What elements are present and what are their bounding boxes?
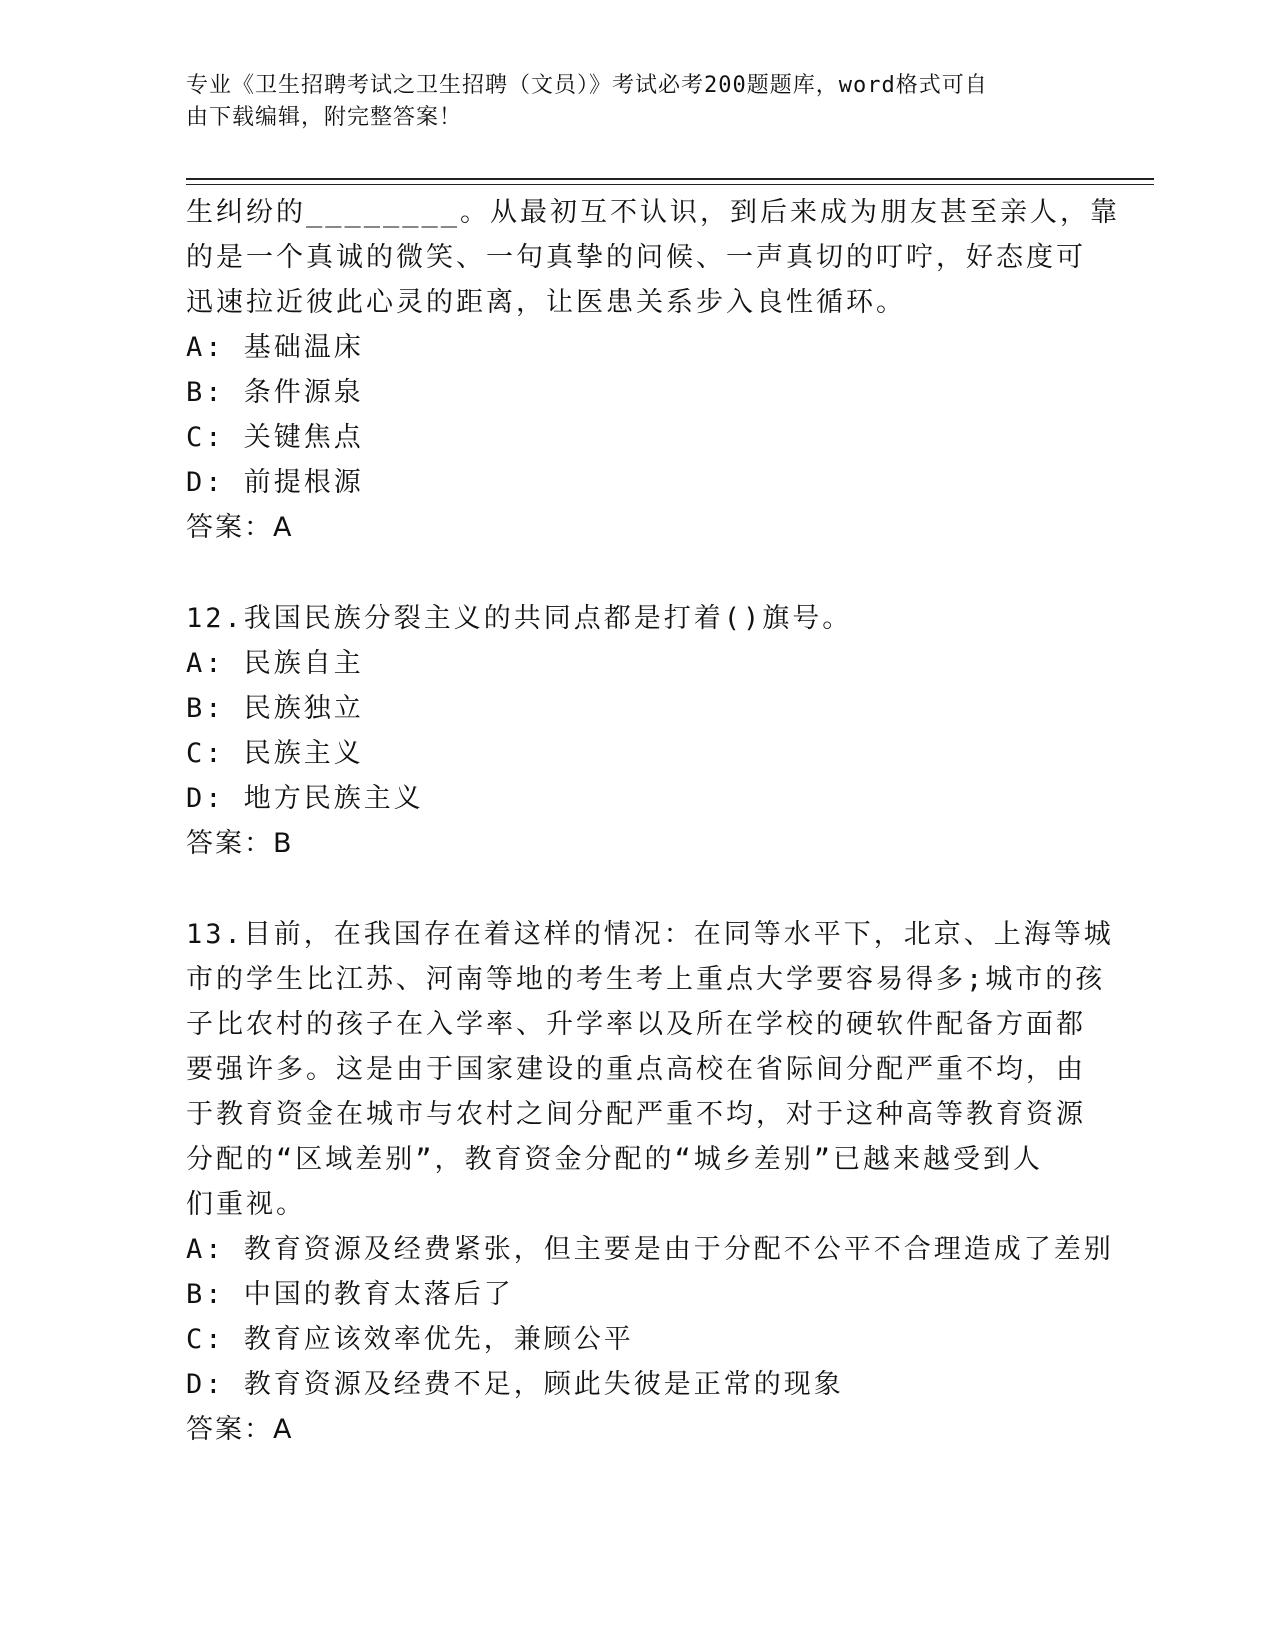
option-a: A: 教育资源及经费紧张，但主要是由于分配不公平不合理造成了差别 xyxy=(186,1234,1114,1265)
header-line-1: 专业《卫生招聘考试之卫生招聘（文员）》考试必考200题题库，word格式可自 xyxy=(186,73,988,98)
document-header xyxy=(186,70,1066,134)
option-a: A: 基础温床 xyxy=(186,332,364,363)
answer-label: 答案：B xyxy=(186,828,294,859)
option-c: C: 民族主义 xyxy=(186,738,364,769)
question-text-line: 要强许多。这是由于国家建设的重点高校在省际间分配严重不均，由 xyxy=(186,1054,1086,1085)
question-13 xyxy=(186,912,1114,1452)
question-text-line: 13.目前，在我国存在着这样的情况：在同等水平下，北京、上海等城 xyxy=(186,919,1114,950)
option-a: A: 民族自主 xyxy=(186,648,364,679)
document-body xyxy=(186,190,1121,1452)
spacer xyxy=(186,866,1086,912)
option-d: D: 地方民族主义 xyxy=(186,783,424,814)
header-divider-thick xyxy=(186,178,1154,180)
option-d: D: 前提根源 xyxy=(186,467,364,498)
header-line-2: 由下载编辑，附完整答案！ xyxy=(186,105,463,130)
option-b: B: 条件源泉 xyxy=(186,377,364,408)
question-12 xyxy=(186,596,1086,866)
option-c: C: 关键焦点 xyxy=(186,422,364,453)
answer-label: 答案：A xyxy=(186,512,294,543)
option-b: B: 民族独立 xyxy=(186,693,364,724)
question-text-line: 迅速拉近彼此心灵的距离，让医患关系步入良性循环。 xyxy=(186,287,906,318)
header-divider-thin xyxy=(186,184,1154,185)
question-11 xyxy=(186,190,1121,550)
option-b: B: 中国的教育太落后了 xyxy=(186,1279,514,1310)
question-text-line: 的是一个真诚的微笑、一句真挚的问候、一声真切的叮咛，好态度可 xyxy=(186,242,1086,273)
question-text-line: 于教育资金在城市与农村之间分配严重不均，对于这种高等教育资源 xyxy=(186,1099,1086,1130)
question-text-line: 生纠纷的________。从最初互不认识，到后来成为朋友甚至亲人，靠 xyxy=(186,197,1121,228)
option-d: D: 教育资源及经费不足，顾此失彼是正常的现象 xyxy=(186,1369,844,1400)
question-text-line: 们重视。 xyxy=(186,1189,306,1220)
spacer xyxy=(186,550,1086,596)
question-text-line: 分配的“区域差别”，教育资金分配的“城乡差别”已越来越受到人 xyxy=(186,1144,1044,1175)
question-text-line: 12.我国民族分裂主义的共同点都是打着()旗号。 xyxy=(186,603,853,634)
question-text-line: 子比农村的孩子在入学率、升学率以及所在学校的硬软件配备方面都 xyxy=(186,1009,1086,1040)
answer-label: 答案：A xyxy=(186,1414,294,1445)
option-c: C: 教育应该效率优先，兼顾公平 xyxy=(186,1324,634,1355)
question-text-line: 市的学生比江苏、河南等地的考生考上重点大学要容易得多;城市的孩 xyxy=(186,964,1106,995)
